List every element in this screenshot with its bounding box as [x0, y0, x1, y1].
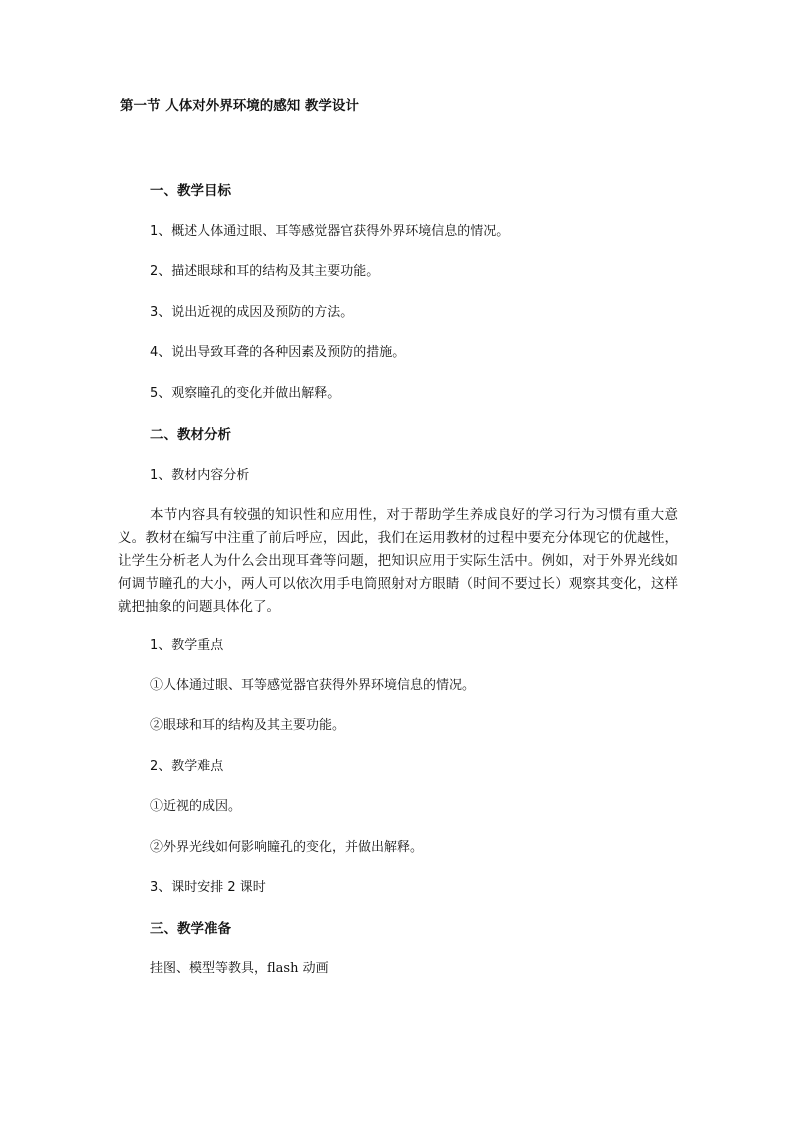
difficult-point-item: ②外界光线如何影响瞳孔的变化，并做出解释。: [150, 840, 424, 855]
document-title: 第一节 人体对外界环境的感知 教学设计: [120, 98, 359, 114]
objective-item: 1、概述人体通过眼、耳等感觉器官获得外界环境信息的情况。: [150, 224, 510, 239]
key-point-item: ①人体通过眼、耳等感觉器官获得外界环境信息的情况。: [150, 678, 476, 693]
objective-item: 2、描述眼球和耳的结构及其主要功能。: [150, 264, 380, 279]
objective-item: 5、观察瞳孔的变化并做出解释。: [150, 386, 341, 401]
objective-item: 3、说出近视的成因及预防的方法。: [150, 305, 354, 320]
content-analysis-paragraph: 本节内容具有较强的知识性和应用性，对于帮助学生养成良好的学习行为习惯有重大意义。教材在编写中注重了前后呼应，因此，我们在运用教材的过程中要充分体现它的优越性，让学生分析老人为什么会出现耳聋等问题，把知识应用于实际生活中。例如，对于外界光线如何调节瞳孔的大小，两人可以依次用手电筒照射对方眼睛（时间不要过长）观察其变化，这样就把抽象的问题具体化了。: [118, 507, 678, 615]
preparation-text: 挂图、模型等教具，flash 动画: [150, 961, 329, 976]
section-heading-material-analysis: 二、教材分析: [150, 427, 231, 443]
difficult-point-item: ①近视的成因。: [150, 799, 242, 814]
subheading-key-points: 1、教学重点: [150, 638, 224, 653]
objective-item: 4、说出导致耳聋的各种因素及预防的措施。: [150, 345, 406, 360]
subheading-difficult-points: 2、教学难点: [150, 759, 224, 774]
section-heading-teaching-objectives: 一、教学目标: [150, 183, 231, 199]
class-hours: 3、课时安排 2 课时: [150, 880, 266, 895]
key-point-item: ②眼球和耳的结构及其主要功能。: [150, 718, 346, 733]
section-heading-teaching-preparation: 三、教学准备: [150, 921, 231, 937]
subheading-content-analysis: 1、教材内容分析: [150, 468, 250, 483]
